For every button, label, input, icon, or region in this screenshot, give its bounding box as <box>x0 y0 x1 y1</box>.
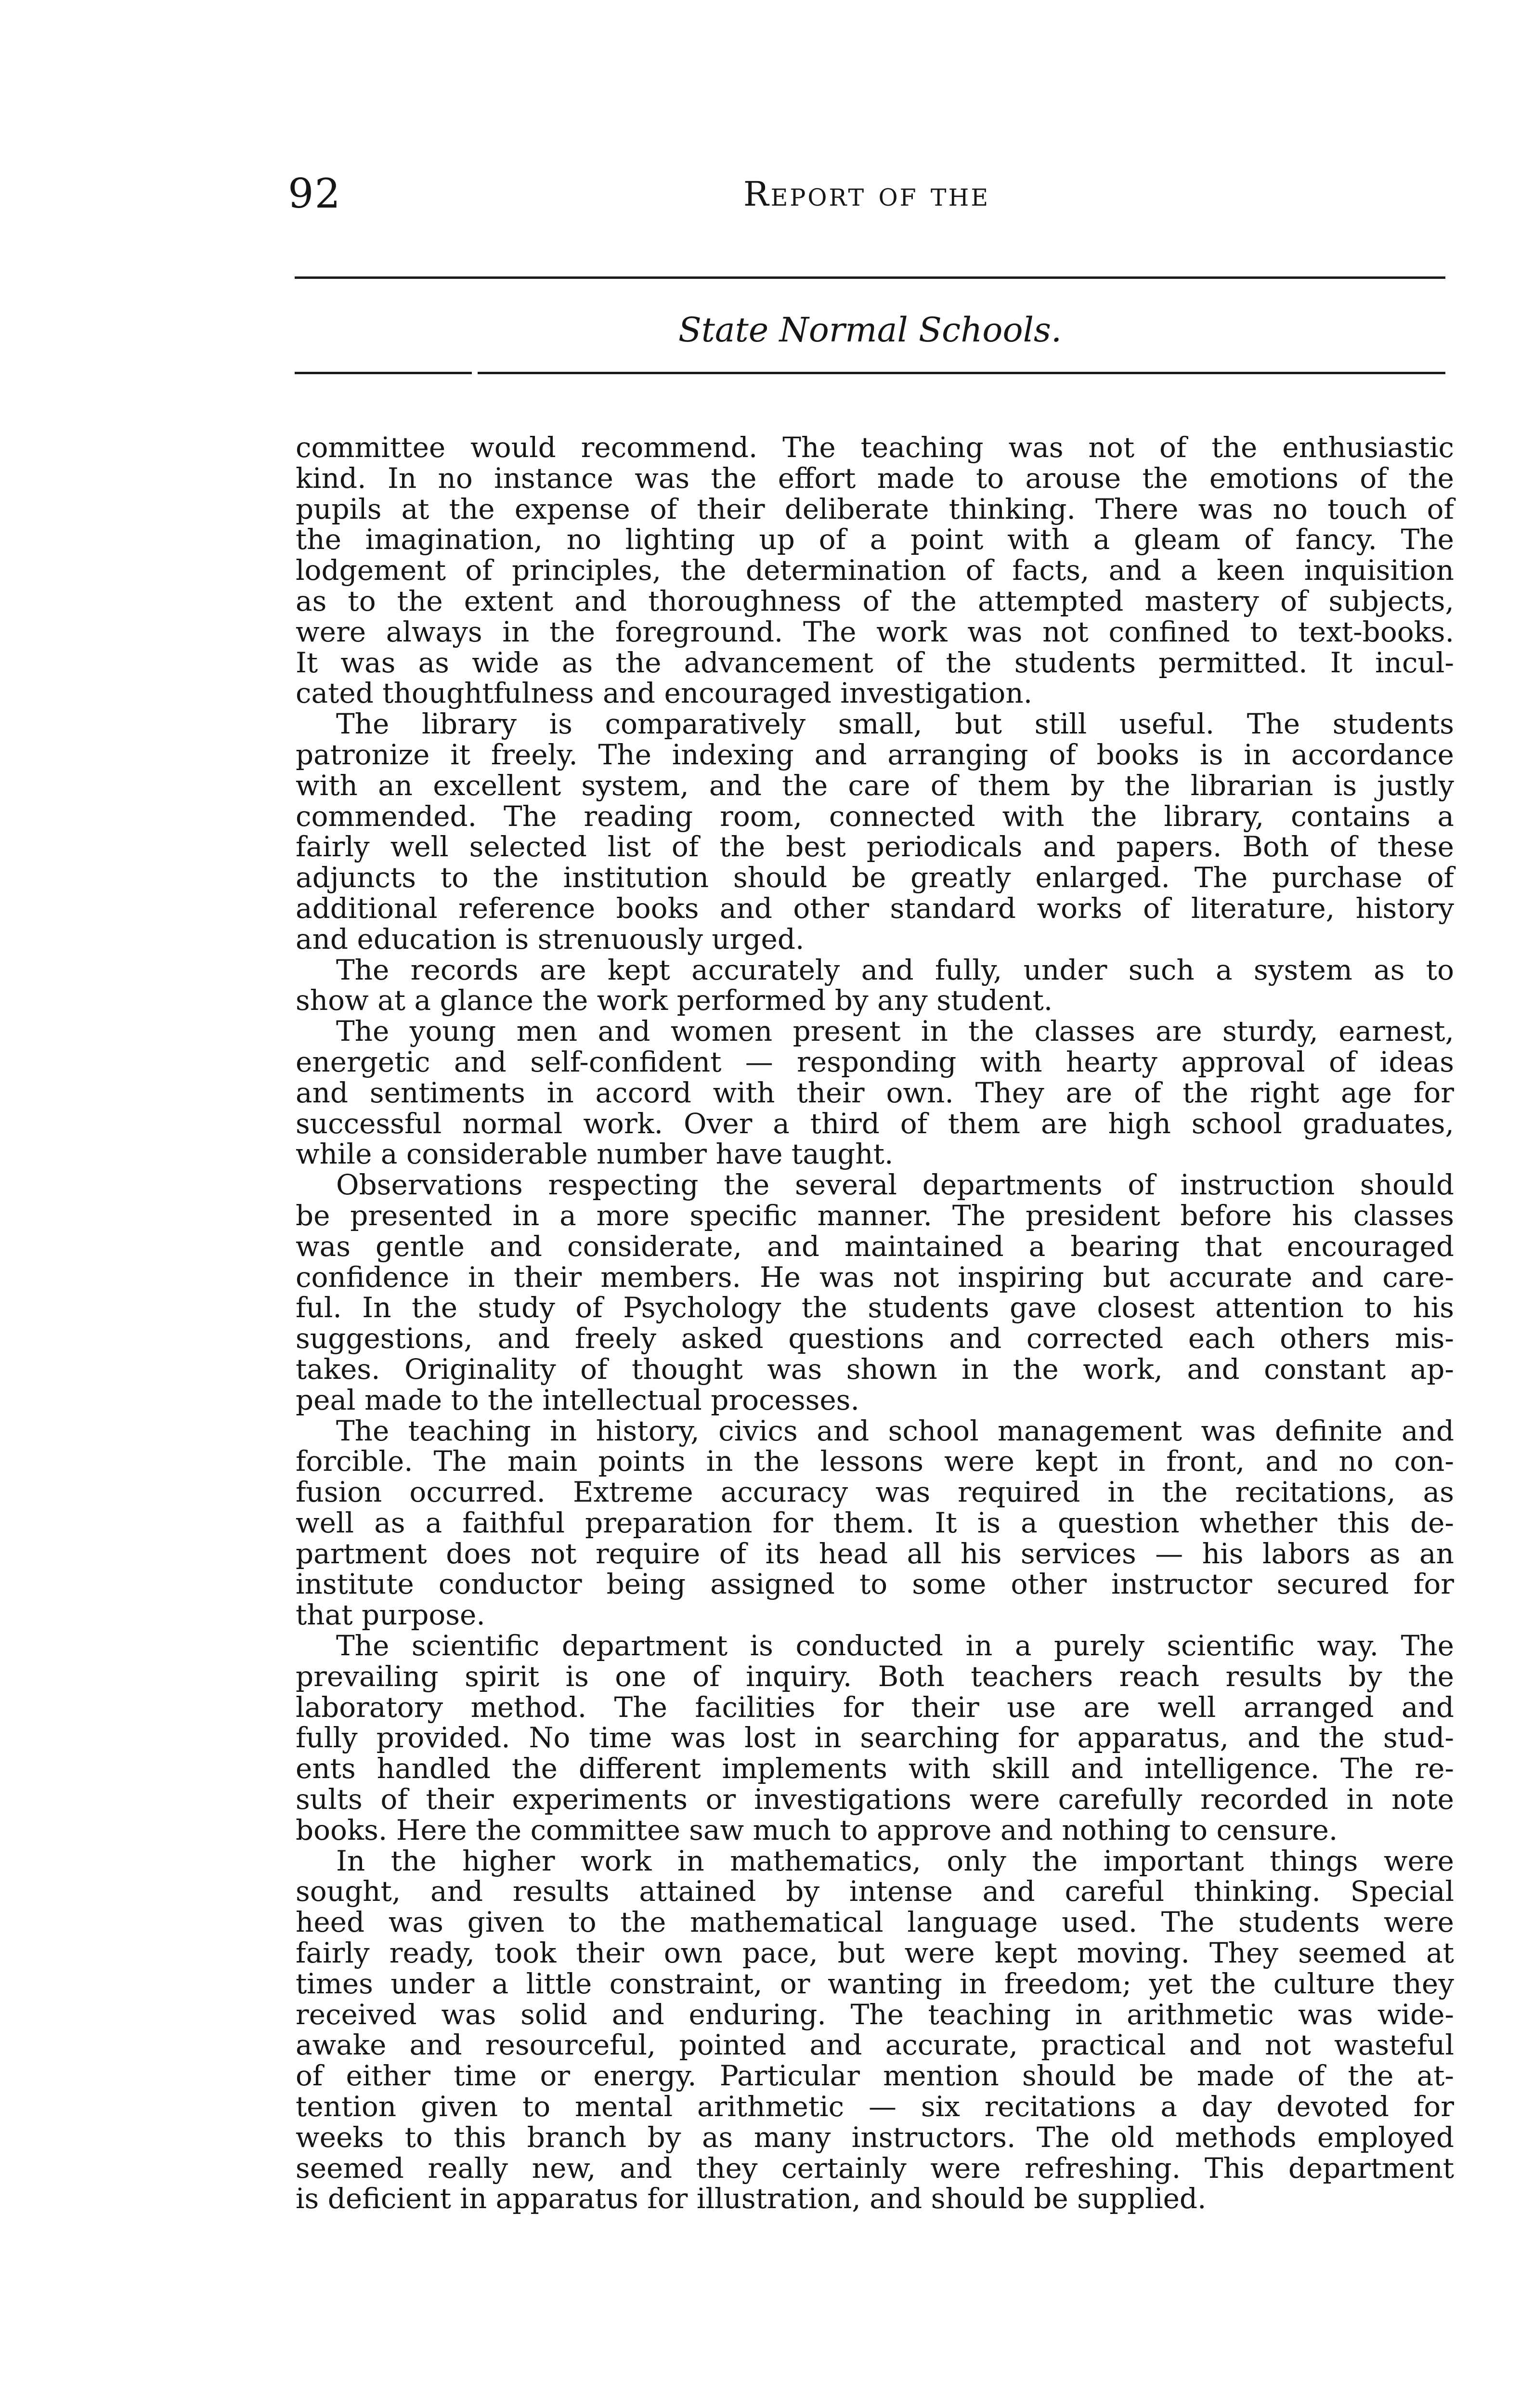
body-text <box>296 432 1454 2214</box>
paragraph-first-line: The young men and women present in the classes are sturdy, earnest, <box>336 1015 1454 1048</box>
text-line: suggestions, and freely asked questions and corrected each others mis- <box>296 1322 1454 1355</box>
text-line: partment does not require of its head all his services — his labors as an <box>296 1537 1454 1570</box>
text-line: heed was given to the mathematical language used. The students were <box>296 1906 1454 1939</box>
text-line: institute conductor being assigned to some other instructor secured for <box>296 1568 1454 1601</box>
text-line: It was as wide as the advancement of the students permitted. It incul- <box>296 646 1454 679</box>
text-line: books. Here the committee saw much to approve and nothing to censure. <box>296 1813 1338 1846</box>
text-line: while a considerable number have taught. <box>296 1138 894 1171</box>
text-line: laboratory method. The facilities for their use are well arranged and <box>296 1690 1454 1724</box>
text-line: with an excellent system, and the care of them by the librarian is justly <box>296 769 1454 802</box>
header-rule-bottom-right <box>478 372 1445 374</box>
text-line: sought, and results attained by intense and careful thinking. Special <box>296 1875 1454 1908</box>
text-line: is deficient in apparatus for illustration, and should be supplied. <box>296 2182 1207 2215</box>
text-line: additional reference books and other standard works of literature, history <box>296 891 1454 925</box>
paragraph-first-line: The records are kept accurately and fully, under such a system as to <box>336 953 1454 986</box>
text-line: fairly ready, took their own pace, but were kept moving. They seemed at <box>296 1937 1454 1970</box>
text-line: energetic and self-confident — responding with hearty approval of ideas <box>296 1045 1454 1078</box>
paragraph-first-line: The teaching in history, civics and school management was definite and <box>336 1414 1454 1447</box>
text-line: weeks to this branch by as many instructors. The old methods employed <box>296 2120 1454 2154</box>
text-line: of either time or energy. Particular mention should be made of the at- <box>296 2059 1454 2093</box>
text-line: commended. The reading room, connected with the library, contains a <box>296 799 1454 833</box>
text-line: times under a little constraint, or wanting in freedom; yet the culture they <box>296 1967 1454 2000</box>
text-line: forcible. The main points in the lessons were kept in front, and no con- <box>296 1445 1454 1478</box>
text-line: ful. In the study of Psychology the students gave closest attention to his <box>296 1291 1454 1324</box>
text-line: fully provided. No time was lost in searching for apparatus, and the stud- <box>296 1721 1454 1754</box>
text-line: fusion occurred. Extreme accuracy was required in the recitations, as <box>296 1476 1454 1509</box>
page-number: 92 <box>288 170 341 217</box>
text-line: pupils at the expense of their deliberate thinking. There was no touch of <box>296 492 1454 525</box>
text-line: prevailing spirit is one of inquiry. Both teachers reach results by the <box>296 1660 1454 1693</box>
text-line: was gentle and considerate, and maintained a bearing that encouraged <box>296 1230 1454 1263</box>
text-line: committee would recommend. The teaching was not of the enthusiastic <box>296 431 1454 464</box>
text-line: well as a faithful preparation for them. It is a question whether this de- <box>296 1506 1454 1539</box>
text-line: kind. In no instance was the effort made to arouse the emotions of the <box>296 461 1454 495</box>
text-line: as to the extent and thoroughness of the attempted mastery of subjects, <box>296 584 1454 617</box>
text-line: cated thoughtfulness and encouraged investigation. <box>296 677 1033 710</box>
section-title: State Normal Schools. <box>678 310 1062 350</box>
header-rule-top <box>295 276 1445 279</box>
text-line: and sentiments in accord with their own. They are of the right age for <box>296 1076 1454 1109</box>
text-line: that purpose. <box>296 1598 485 1632</box>
text-line: received was solid and enduring. The teaching in arithmetic was wide- <box>296 1998 1454 2031</box>
paragraph-first-line: The library is comparatively small, but still useful. The students <box>336 707 1454 741</box>
text-line: tention given to mental arithmetic — six recitations a day devoted for <box>296 2090 1454 2123</box>
text-line: and education is strenuously urged. <box>296 922 805 955</box>
text-line: lodgement of principles, the determination of facts, and a keen inquisition <box>296 554 1454 587</box>
text-line: sults of their experiments or investigations were carefully recorded in note <box>296 1783 1454 1816</box>
text-line: peal made to the intellectual processes. <box>296 1383 859 1416</box>
paragraph-first-line: Observations respecting the several departments of instruction should <box>336 1168 1454 1202</box>
text-line: confidence in their members. He was not inspiring but accurate and care- <box>296 1260 1454 1294</box>
text-line: awake and resourceful, pointed and accurate, practical and not wasteful <box>296 2028 1454 2062</box>
paragraph-first-line: In the higher work in mathematics, only the important things were <box>336 1844 1454 1877</box>
text-line: takes. Originality of thought was shown in the work, and constant ap- <box>296 1352 1454 1386</box>
text-line: fairly well selected list of the best periodicals and papers. Both of these <box>296 830 1454 864</box>
text-line: patronize it freely. The indexing and arranging of books is in accordance <box>296 738 1454 771</box>
paragraph-first-line: The scientific department is conducted in a purely scientific way. The <box>336 1629 1454 1662</box>
text-line: successful normal work. Over a third of them are high school graduates, <box>296 1107 1454 1140</box>
text-line: ents handled the different implements with skill and intelligence. The re- <box>296 1752 1454 1785</box>
text-line: seemed really new, and they certainly were refreshing. This department <box>296 2151 1454 2185</box>
header-rule-bottom-left <box>295 372 472 374</box>
running-title: Report of the <box>743 174 990 214</box>
text-line: show at a glance the work performed by any student. <box>296 984 1053 1017</box>
text-line: be presented in a more specific manner. The president before his classes <box>296 1199 1454 1232</box>
text-line: the imagination, no lighting up of a point with a gleam of fancy. The <box>296 523 1454 556</box>
text-line: were always in the foreground. The work was not confined to text-books. <box>296 615 1454 648</box>
text-line: adjuncts to the institution should be greatly enlarged. The purchase of <box>296 861 1454 894</box>
